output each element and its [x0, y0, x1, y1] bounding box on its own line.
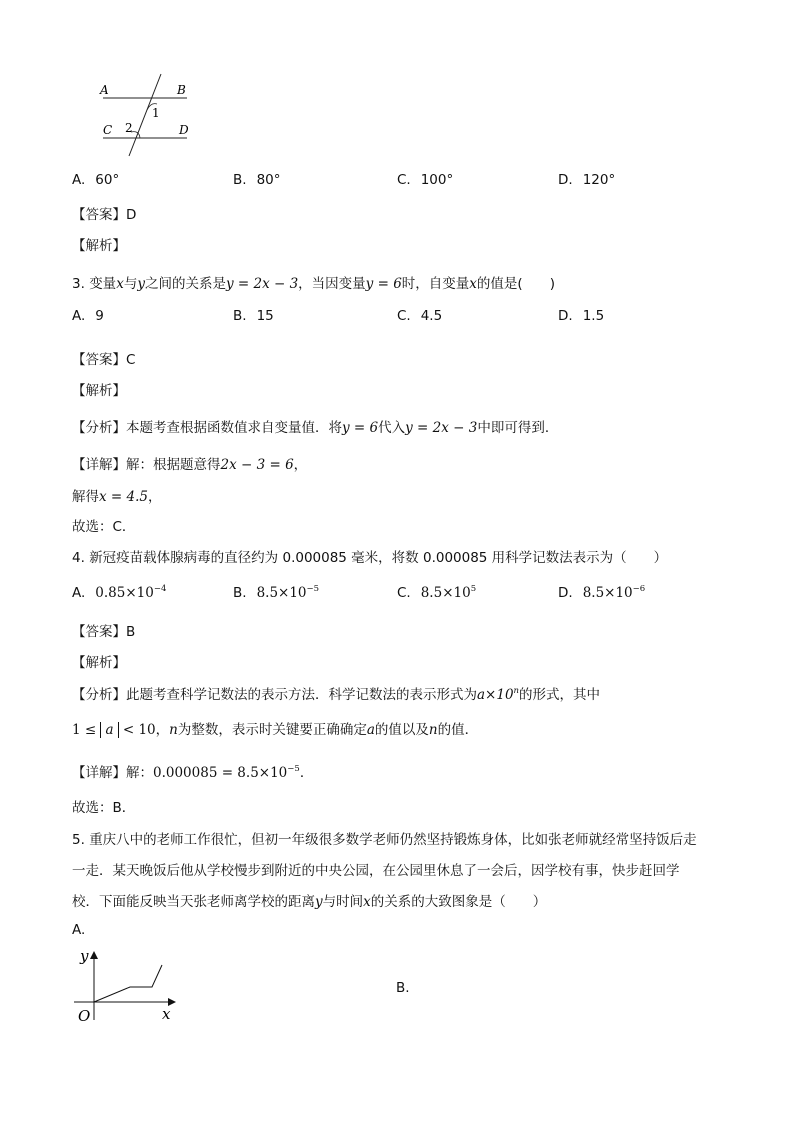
q4-option-a[interactable]	[72, 584, 166, 601]
xiangjie-text: ．	[299, 765, 314, 781]
range-text: 1 ≤	[72, 722, 101, 738]
fenxi-label: 【分析】	[72, 420, 126, 436]
stem-text: 之间的关系是	[144, 276, 226, 292]
question-number: 4.	[72, 550, 85, 566]
option-letter: A.	[72, 308, 86, 324]
stem-text: 与时间	[322, 894, 364, 910]
fenxi-text: 此题考查科学记数法的表示方法．科学记数法的表示形式为	[126, 687, 477, 703]
fenxi-text: 代入	[378, 420, 406, 436]
q4-option-d[interactable]	[558, 584, 645, 601]
var-n: n	[428, 722, 438, 738]
equation: 2x − 3 = 6	[220, 457, 294, 473]
var-n: n	[169, 722, 178, 738]
solve-text: ，	[147, 489, 162, 505]
q3-analysis-label: 【解析】	[72, 383, 126, 399]
q5-option-a[interactable]: A.	[72, 922, 86, 938]
range-text: < 10	[118, 722, 156, 738]
var-x: x	[469, 276, 477, 292]
option-value: 8.5×10	[582, 585, 633, 601]
stem-text: 变量	[89, 276, 117, 292]
xiangjie-text: 解：根据题意得	[126, 457, 221, 473]
formula: y = 2x − 3	[225, 276, 299, 292]
solve-text: 解得	[72, 489, 99, 505]
q5-stem-line-1	[72, 828, 697, 848]
var-y: y	[315, 894, 323, 910]
answer-value: B	[126, 624, 136, 640]
q5-stem-line-3	[72, 890, 546, 910]
label-c: C	[103, 123, 113, 137]
fenxi-text: 本题考查根据函数值求自变量值．将	[126, 420, 342, 436]
label-a: A	[100, 83, 109, 97]
option-value: 8.5×10	[256, 585, 307, 601]
question-number: 3.	[72, 276, 85, 292]
answer-value: C	[126, 352, 136, 368]
q3-answer	[72, 348, 135, 368]
label-angle-2: 2	[125, 121, 133, 135]
q4-fenxi	[72, 683, 600, 703]
option-letter: D.	[558, 585, 573, 601]
q5-stem-line-2: 一走．某天晚饭后他从学校慢步到附近的中央公园，在公园里休息了一会后，因学校有事，快步赶回学	[72, 863, 680, 879]
distance-time-curve	[94, 965, 162, 1002]
stem-text: 重庆八中的老师工作很忙，但初一年级很多数学老师仍然坚持锻炼身体，比如张老师就经常坚持饭后走	[89, 832, 697, 848]
answer-label: 【答案】	[72, 207, 126, 223]
stem-text: 的关系的大致图象是（ ）	[370, 894, 547, 910]
q4-choose: 故选：B．	[72, 800, 136, 816]
stem-text: 的值是( )	[476, 276, 555, 292]
option-value: 120°	[582, 172, 616, 188]
formula: a×10	[477, 687, 514, 703]
option-value: 1.5	[582, 308, 605, 324]
stem-text: 与	[123, 276, 138, 292]
option-letter: A.	[72, 172, 86, 188]
condition: y = 6	[365, 276, 402, 292]
q2-option-c[interactable]	[397, 172, 453, 188]
q3-option-d[interactable]	[558, 308, 604, 324]
q4-stem	[72, 546, 667, 566]
stem-text: 时，自变量	[401, 276, 470, 292]
option-value: 100°	[420, 172, 454, 188]
label-d: D	[179, 123, 189, 137]
q5-option-b[interactable]: B.	[396, 980, 410, 996]
y-axis-label: y	[80, 947, 89, 965]
formula-exponent: n	[513, 686, 520, 696]
q4-analysis-label: 【解析】	[72, 655, 126, 671]
q3-option-c[interactable]	[397, 308, 442, 324]
answer-value: D	[126, 207, 137, 223]
option-exponent: −6	[632, 584, 646, 594]
range-text: ，	[155, 722, 170, 738]
q4-option-b[interactable]	[233, 584, 319, 601]
xiangjie-label: 【详解】	[72, 765, 126, 781]
stem-text: 新冠疫苗载体腺病毒的直径约为 0.000085 毫米，将数 0.000085 用科学记数法表示为（ ）	[89, 550, 668, 566]
q2-option-d[interactable]	[558, 172, 615, 188]
q5-option-a-graph[interactable]	[70, 945, 185, 1025]
q3-xiangjie	[72, 453, 307, 473]
option-letter: B.	[233, 585, 247, 601]
option-value: 4.5	[420, 308, 443, 324]
x-axis-label: x	[162, 1005, 171, 1023]
option-exponent: −4	[153, 584, 167, 594]
label-b: B	[177, 83, 186, 97]
parallel-lines-figure	[95, 72, 205, 160]
equation-exponent: −5	[287, 764, 300, 774]
xiangjie-text: 解：	[126, 765, 153, 781]
question-number: 5.	[72, 832, 85, 848]
answer-label: 【答案】	[72, 352, 126, 368]
origin-label: O	[78, 1007, 91, 1025]
option-exponent: 5	[470, 584, 477, 594]
range-text: 为整数，表示时关键要正确确定	[177, 722, 367, 738]
q3-stem	[72, 272, 555, 292]
q3-solve	[72, 485, 161, 505]
var-y: y	[137, 276, 145, 292]
option-value: 0.85×10	[95, 585, 154, 601]
q4-xiangjie	[72, 761, 313, 781]
option-letter: A.	[72, 585, 86, 601]
fenxi-text: 的形式，其中	[519, 687, 601, 703]
option-value: 60°	[95, 172, 120, 188]
q2-option-a[interactable]	[72, 172, 119, 188]
fenxi-text: 中即可得到．	[477, 420, 559, 436]
q3-option-a[interactable]	[72, 308, 104, 324]
var-x: x	[363, 894, 371, 910]
stem-text: ，当因变量	[298, 276, 366, 292]
q2-answer	[72, 203, 136, 223]
option-value: 8.5×10	[420, 585, 471, 601]
answer-label: 【答案】	[72, 624, 126, 640]
option-value: 15	[256, 308, 274, 324]
range-text: 的值以及	[374, 722, 429, 738]
q3-fenxi	[72, 416, 558, 436]
equation: 0.000085 = 8.5×10	[153, 765, 288, 781]
option-letter: C.	[397, 308, 411, 324]
option-letter: B.	[233, 308, 247, 324]
range-text: 的值．	[437, 722, 479, 738]
option-exponent: −5	[306, 584, 320, 594]
equation: x = 4.5	[99, 489, 148, 505]
q4-answer	[72, 620, 135, 640]
option-letter: C.	[397, 172, 411, 188]
q3-choose: 故选：C．	[72, 519, 136, 535]
label-angle-1: 1	[152, 106, 160, 120]
option-value: 80°	[256, 172, 281, 188]
abs-a: a	[100, 722, 118, 738]
q2-analysis-label: 【解析】	[72, 238, 126, 254]
q3-option-b[interactable]	[233, 308, 274, 324]
option-letter: D.	[558, 172, 573, 188]
xiangjie-text: ，	[293, 457, 308, 473]
var-x: x	[116, 276, 124, 292]
fenxi-label: 【分析】	[72, 687, 126, 703]
option-letter: D.	[558, 308, 573, 324]
option-value: 9	[95, 308, 104, 324]
xiangjie-label: 【详解】	[72, 457, 126, 473]
var-a: a	[366, 722, 375, 738]
option-letter: B.	[233, 172, 247, 188]
q4-option-c[interactable]	[397, 584, 476, 601]
q2-option-b[interactable]	[233, 172, 281, 188]
option-letter: C.	[397, 585, 411, 601]
q4-range	[72, 718, 478, 738]
stem-text: 校．下面能反映当天张老师离学校的距离	[72, 894, 315, 910]
formula: y = 2x − 3	[405, 420, 478, 436]
condition: y = 6	[342, 420, 379, 436]
